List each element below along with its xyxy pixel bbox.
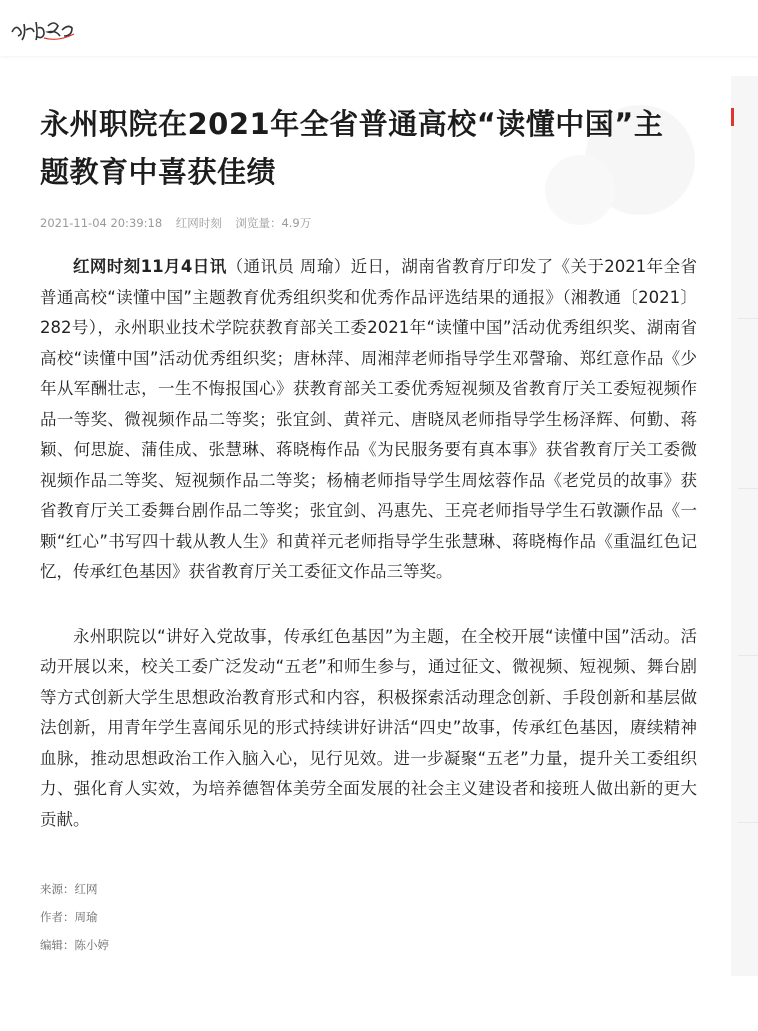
article-paragraph <box>40 252 697 588</box>
paragraph-body: （通讯员 周瑜）近日，湖南省教育厅印发了《关于2021年全省普通高校“读懂中国”主题教育优秀组织奖和优秀作品评选结果的通报》（湘教通〔2021〕282号），永州职业技术学院获教育部关工委2021年“读懂中国”活动优秀组织奖、湖南省高校“读懂中国”活动优秀组织奖；唐林萍、周湘萍老师指导学生邓謦瑜、郑红意作品《少年从军酬壮志，一生不悔报国心》获教育部关工委优秀短视频及省教育厅关工委短视频作品一等奖、微视频作品二等奖；张宜剑、黄祥元、唐晓凤老师指导学生杨泽辉、何勤、蒋颖、何思旋、蒲佳成、张慧琳、蒋晓梅作品《为民服务要有真本事》获省教育厅关工委微视频作品二等奖、短视频作品二等奖；杨楠老师指导学生周炫蓉作品《老党员的故事》获省教育厅关工委舞台剧作品二等奖；张宜剑、冯惠先、王亮老师指导学生石敦灏作品《一颗“红心”书写四十载从教人生》和黄祥元老师指导学生张慧琳、蒋晓梅作品《重温红色记忆，传承红色基因》获省教育厅关工委征文作品三等奖。 <box>40 257 697 581</box>
top-bar <box>0 0 758 56</box>
sidebar-divider <box>738 822 758 823</box>
sidebar-accent-mark <box>731 108 734 126</box>
credit-source: 来源：红网 <box>40 882 98 896</box>
credit-editor: 编辑：陈小婷 <box>40 938 109 952</box>
article-lead: 红网时刻11月4日讯 <box>73 257 227 276</box>
article-credits <box>40 875 700 959</box>
calligraphy-logo-icon[interactable] <box>8 10 80 46</box>
credit-author: 作者：周瑜 <box>40 910 98 924</box>
sidebar-divider <box>738 318 758 319</box>
article-title: 永州职院在2021年全省普通高校“读懂中国”主题教育中喜获佳绩 <box>40 107 664 189</box>
publish-datetime: 2021-11-04 20:39:18 <box>40 216 163 230</box>
right-sidebar <box>731 76 758 976</box>
article <box>40 100 700 959</box>
meta-source: 红网时刻 <box>175 216 222 230</box>
view-count: 浏览量：4.9万 <box>235 216 312 230</box>
sidebar-divider <box>738 488 758 489</box>
sidebar-divider <box>738 655 758 656</box>
article-paragraph: 永州职院以“讲好入党故事，传承红色基因”为主题，在全校开展“读懂中国”活动。活动开展以来，校关工委广泛发动“五老”和师生参与，通过征文、微视频、短视频、舞台剧等方式创新大学生思想政治教育形式和内容，积极探索活动理念创新、手段创新和基层做法创新，用青年学生喜闻乐见的形式持续讲好讲活“四史”故事，传承红色基因，赓续精神血脉，推动思想政治工作入脑入心，见行见效。进一步凝聚“五老”力量，提升关工委组织力、强化育人实效，为培养德智体美劳全面发展的社会主义建设者和接班人做出新的更大贡献。 <box>40 626 697 829</box>
article-meta <box>40 214 700 232</box>
